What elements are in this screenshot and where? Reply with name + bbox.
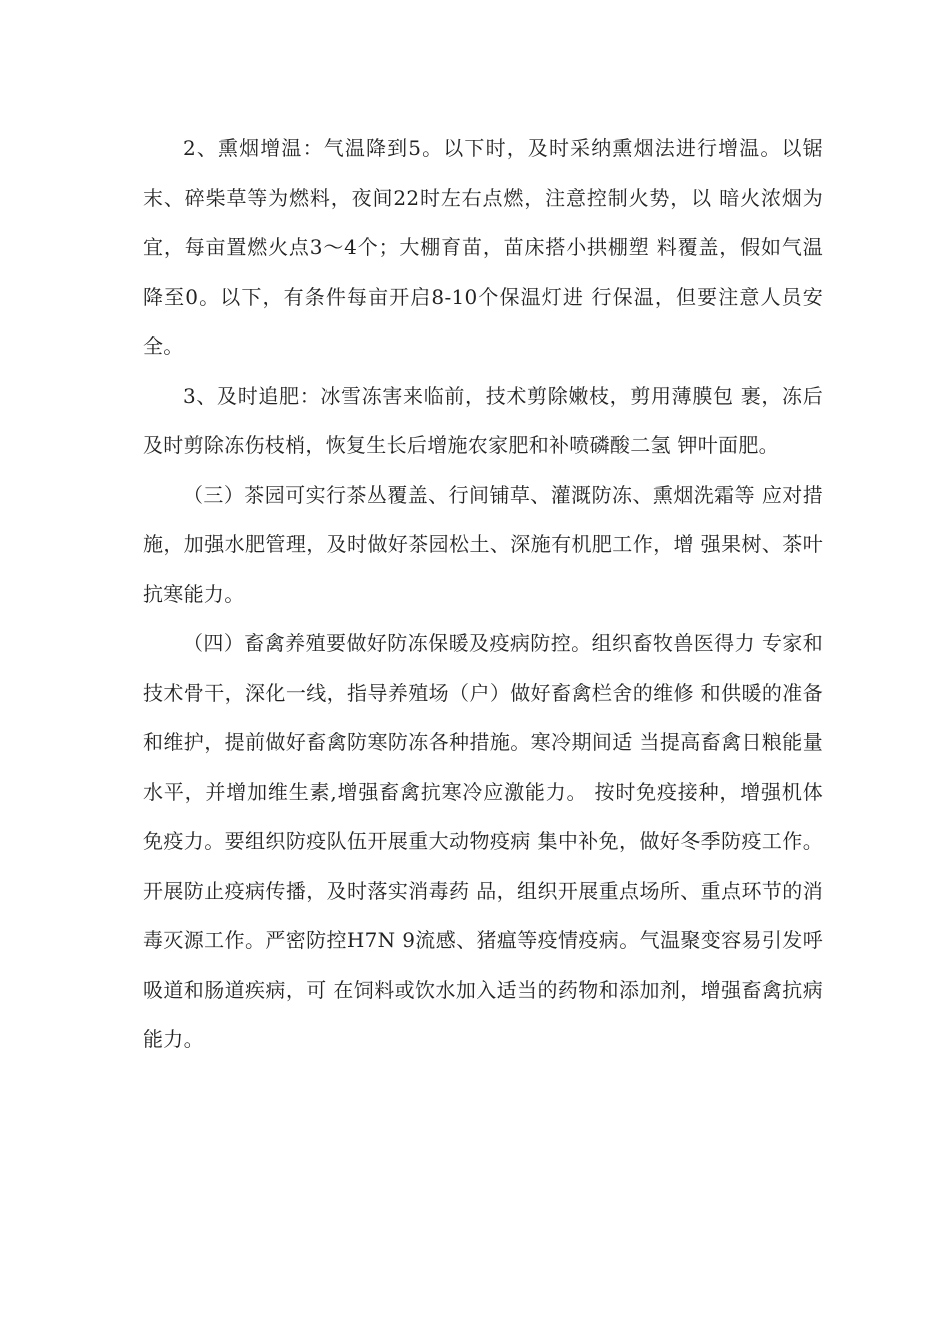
paragraph-topdressing: 3、及时追肥：冰雪冻害来临前，技术剪除嫩枝，剪用薄膜包 裹，冻后及时剪除冻伤枝梢，恢复生长后增施农家肥和补喷磷酸二氢 钾叶面肥。 bbox=[143, 383, 823, 457]
paragraph-livestock: （四）畜禽养殖要做好防冻保暖及疫病防控。组织畜牧兽医得力 专家和技术骨干，深化一线，指导养殖场（户）做好畜禽栏舍的维修 和供暖的准备和维护，提前做好畜禽防寒防冻各种措施。寒冷期间适 当提高畜禽日粮能量水平，并增加维生素,增强畜禽抗寒冷应激能力。 按时免疫接种，增强机体免疫力。要组织防疫队伍开展重大动物疫病 集中补免，做好冬季防疫工作。开展防止疫病传播，及时落实消毒药 品，组织开展重点场所、重点环节的消毒灭源工作。严密防控H7N 9流感、猪瘟等疫情疫病。气温聚变容易引发呼吸道和肠道疾病，可 在饲料或饮水加入适当的药物和添加剂，增强畜禽抗病能力。 bbox=[143, 631, 823, 1051]
paragraph-tea-garden: （三）茶园可实行茶丛覆盖、行间铺草、灌溉防冻、熏烟洗霜等 应对措施，加强水肥管理，及时做好茶园松土、深施有机肥工作，增 强果树、茶叶抗寒能力。 bbox=[143, 482, 823, 606]
paragraph-smoke-warming: 2、熏烟增温：气温降到5。以下时，及时采纳熏烟法进行增温。以锯末、碎柴草等为燃料，夜间22时左右点燃，注意控制火势，以 暗火浓烟为宜，每亩置燃火点3〜4个；大棚育苗，苗床搭小拱棚塑 料覆盖，假如气温降至0。以下，有条件每亩开启8-10个保温灯进 行保温，但要注意人员安全。 bbox=[143, 136, 823, 358]
document-body bbox=[143, 124, 823, 1065]
